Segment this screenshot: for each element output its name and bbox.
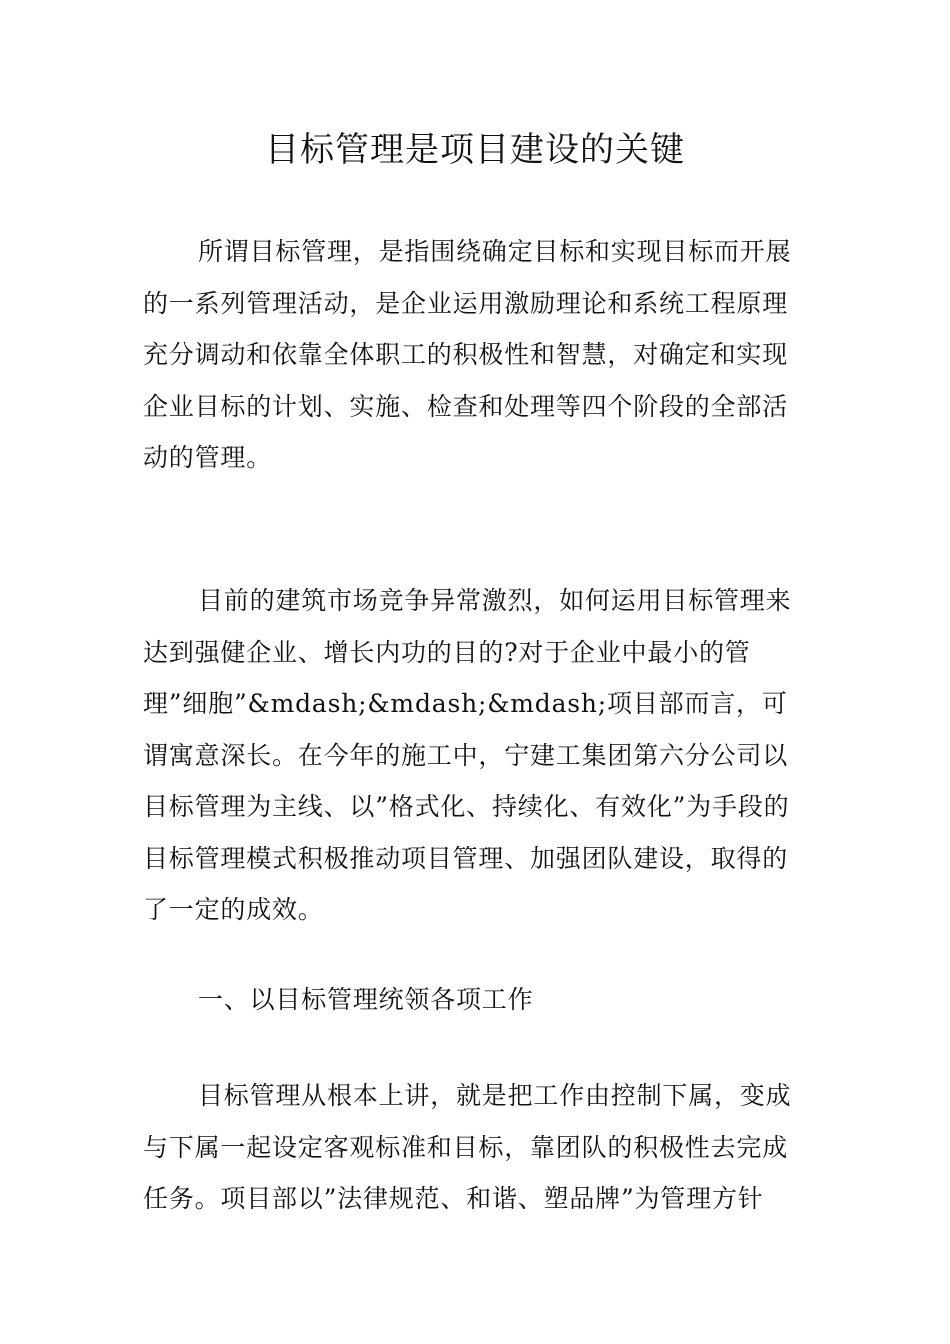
paragraph-definition: 所谓目标管理，是指围绕确定目标和实现目标而开展的一系列管理活动，是企业运用激励理论和系统工程原理充分调动和依靠全体职工的积极性和智慧，对确定和实现企业目标的计划、实施、检查和处理等四个阶段的全部活动的管理。 [143,237,792,472]
paragraph-management-approach: 目标管理从根本上讲，就是把工作由控制下属，变成与下属一起设定客观标准和目标，靠团队的积极性去完成任务。项目部以”法律规范、和谐、塑品牌”为管理方针 [143,1081,792,1213]
paragraph-market-context: 目前的建筑市场竞争异常激烈，如何运用目标管理来达到强健企业、增长内功的目的?对于企业中最小的管理”细胞”&mdash;&mdash;&mdash;项目部而言，可谓寓意深长。在今年的施工中，宁建工集团第六分公司以目标管理为主线、以”格式化、持续化、有效化”为手段的目标管理模式积极推动项目管理、加强团队建设，取得的了一定的成效。 [143,586,792,924]
section-heading-1: 一、以目标管理统领各项工作 [198,985,534,1014]
document-title: 目标管理是项目建设的关键 [265,130,685,170]
